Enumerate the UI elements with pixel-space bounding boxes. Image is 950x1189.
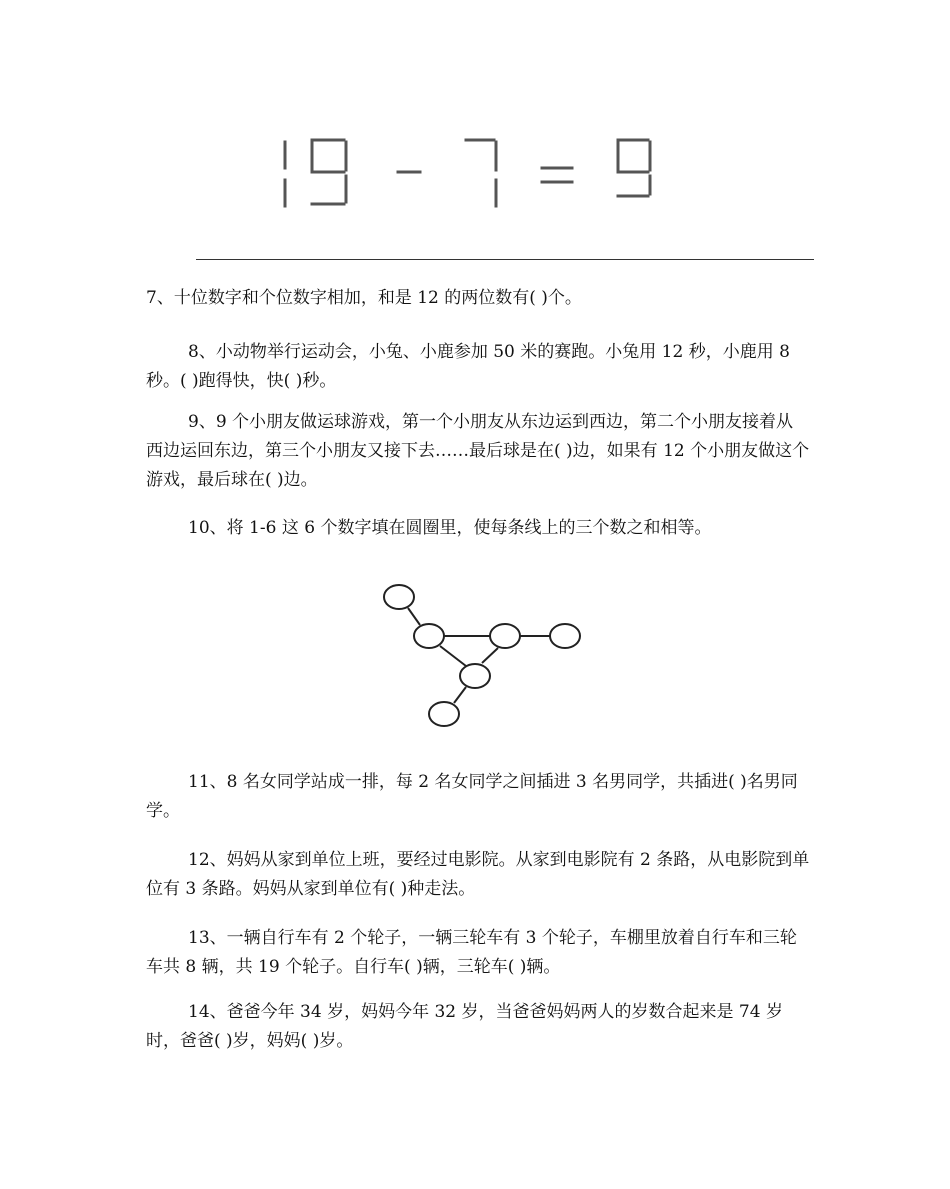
question-14: 14、爸爸今年 34 岁，妈妈今年 32 岁，当爸爸妈妈两人的岁数合起来是 74 岁时，爸爸( )岁，妈妈( )岁。 — [146, 1002, 783, 1051]
diagram-line — [482, 648, 498, 663]
diagram-circle — [490, 624, 520, 648]
diagram-circle — [460, 664, 490, 688]
diagram-circle — [429, 702, 459, 726]
diagram-circle — [384, 585, 414, 609]
matchstick-digit-9-second — [618, 140, 650, 196]
matchstick-digit-7 — [466, 140, 496, 206]
circle-diagram — [370, 575, 590, 735]
diagram-line — [408, 608, 420, 625]
answer-line — [196, 259, 814, 260]
question-7: 7、十位数字和个位数字相加，和是 12 的两位数有( )个。 — [146, 288, 582, 308]
question-11: 11、8 名女同学站成一排，每 2 名女同学之间插进 3 名男同学，共插进( )名男同学。 — [146, 772, 798, 821]
matchstick-equation — [270, 130, 670, 220]
diagram-circle — [414, 624, 444, 648]
diagram-line — [440, 646, 466, 666]
diagram-line — [454, 687, 466, 703]
question-13: 13、一辆自行车有 2 个轮子，一辆三轮车有 3 个轮子，车棚里放着自行车和三轮车共 8 辆，共 19 个轮子。自行车( )辆，三轮车( )辆。 — [146, 928, 797, 977]
question-12: 12、妈妈从家到单位上班，要经过电影院。从家到电影院有 2 条路，从电影院到单位有 3 条路。妈妈从家到单位有( )种走法。 — [146, 850, 810, 899]
question-9: 9、9 个小朋友做运球游戏，第一个小朋友从东边运到西边，第二个小朋友接着从西边运回东边，第三个小朋友又接下去……最后球是在( )边，如果有 12 个小朋友做这个游戏，最后球在( )边。 — [146, 412, 810, 490]
matchstick-digit-9-first — [312, 140, 346, 204]
diagram-circle — [550, 624, 580, 648]
question-10: 10、将 1-6 这 6 个数字填在圆圈里，使每条线上的三个数之和相等。 — [188, 518, 712, 538]
matchstick-equals-sign — [542, 168, 572, 182]
question-8: 8、小动物举行运动会，小兔、小鹿参加 50 米的赛跑。小兔用 12 秒，小鹿用 8 秒。( )跑得快，快( )秒。 — [146, 342, 790, 391]
